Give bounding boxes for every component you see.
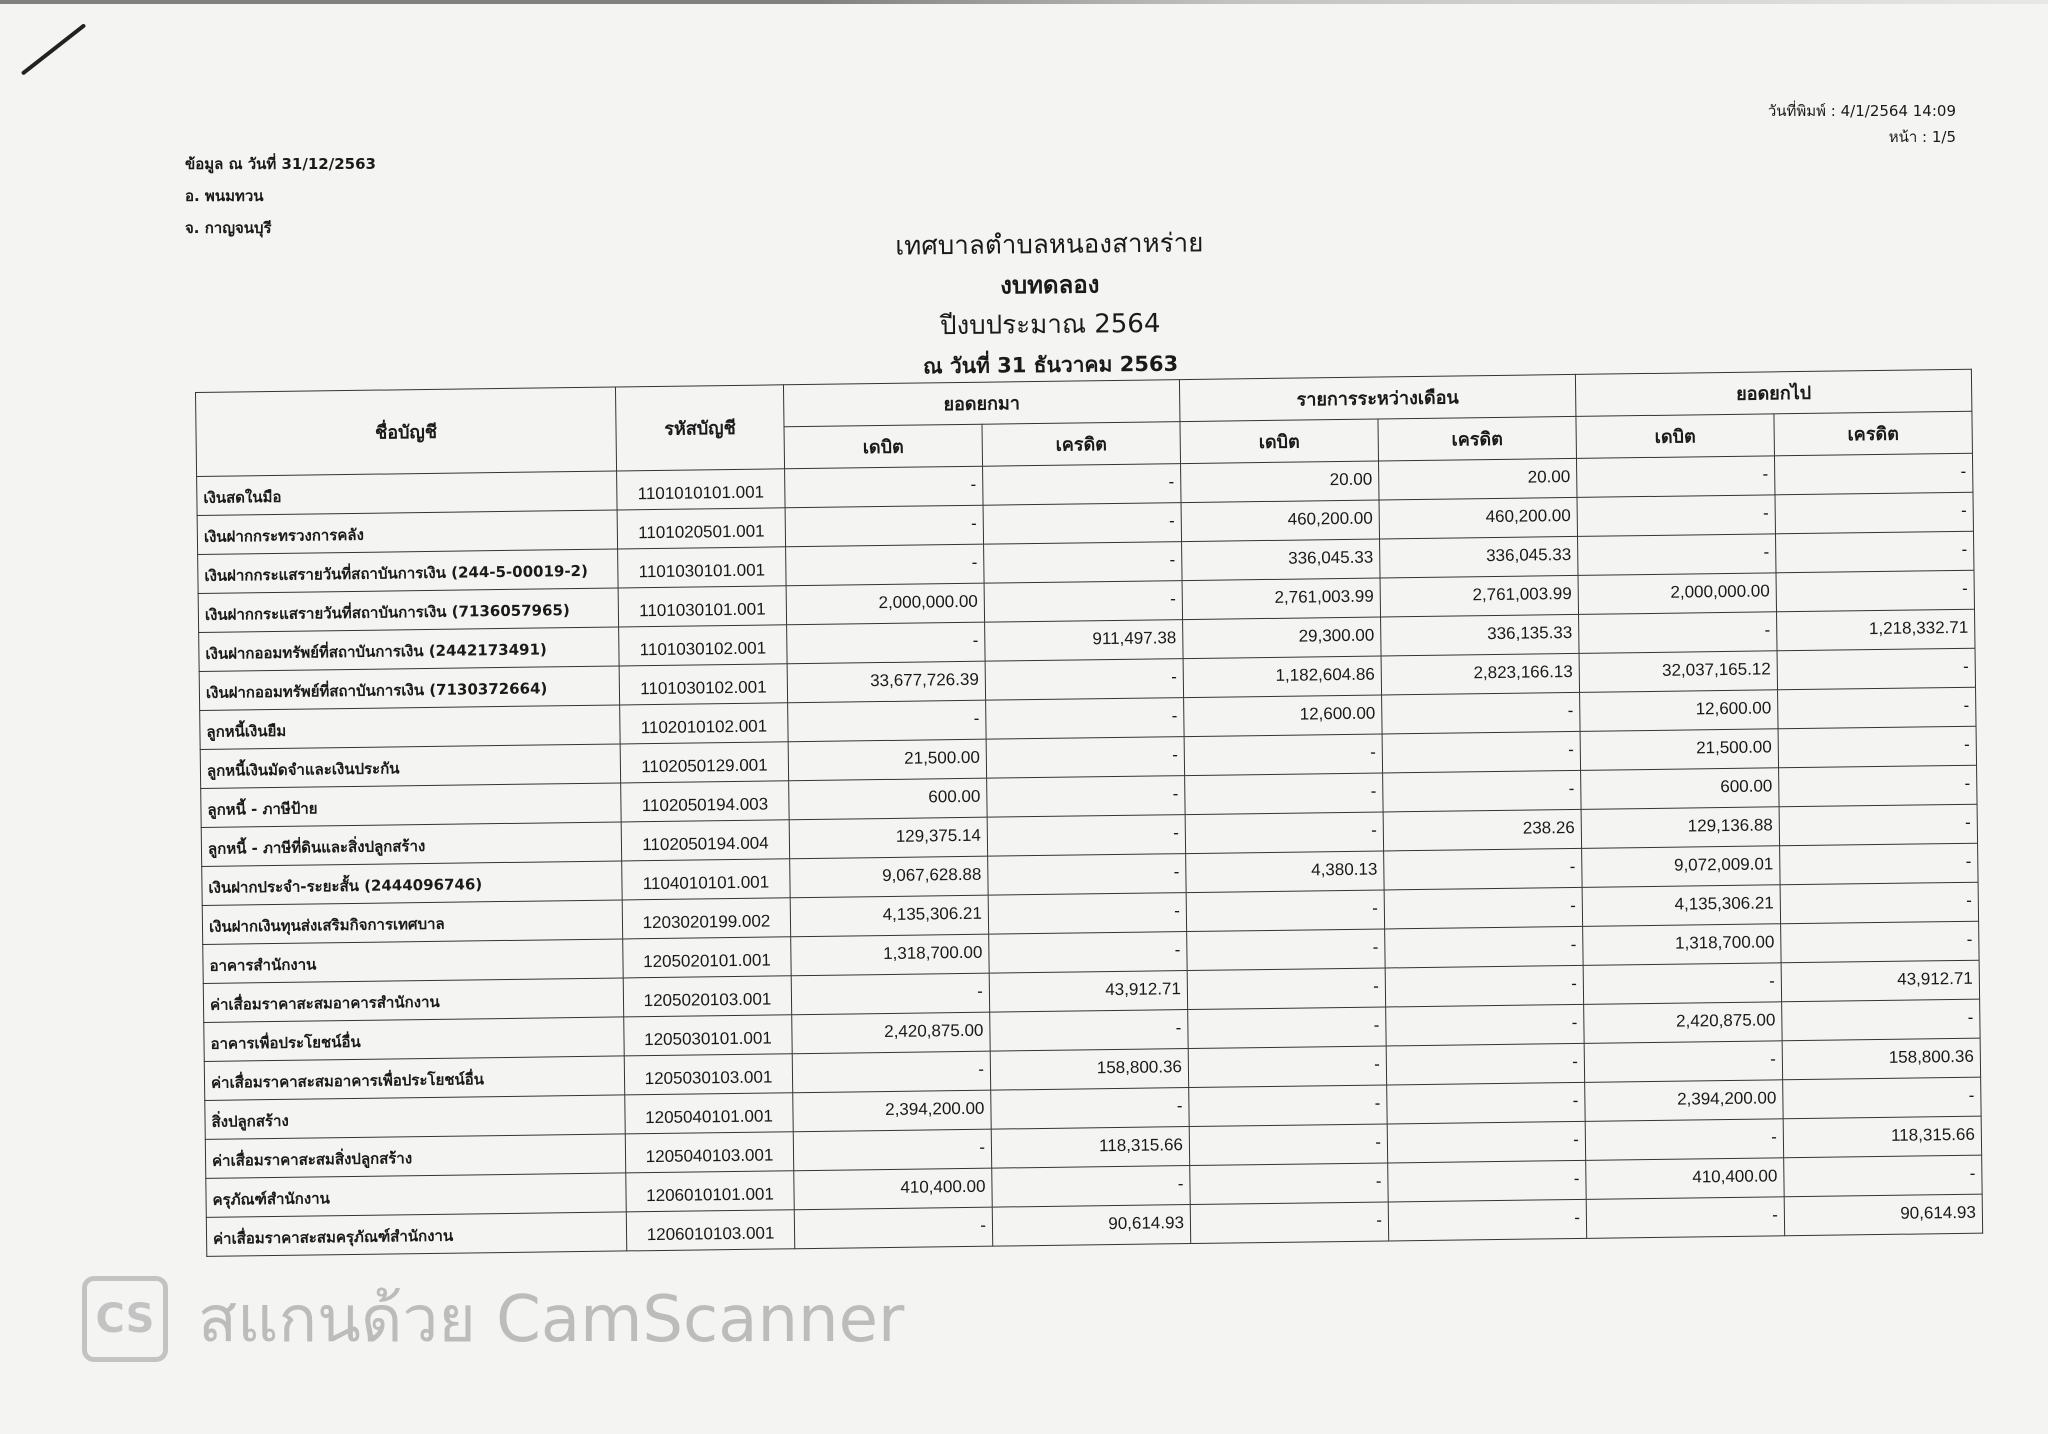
monthly-credit-cell: - <box>1387 1121 1585 1163</box>
monthly-debit-cell: - <box>1187 968 1385 1010</box>
watermark-text: สแกนด้วย CamScanner <box>198 1283 905 1357</box>
closing-credit-cell: - <box>1778 687 1976 729</box>
account-name-cell: เงินฝากกระแสรายวันที่สถาบันการเงิน (7136057965) <box>198 588 618 632</box>
account-code-cell: 1104010101.001 <box>622 859 790 900</box>
header-monthly-debit: เดบิต <box>1180 419 1379 464</box>
opening-debit-cell: 1,318,700.00 <box>791 934 989 976</box>
report-meta <box>185 148 376 244</box>
closing-debit-cell: - <box>1576 456 1774 498</box>
opening-credit-cell: 43,912.71 <box>989 971 1187 1013</box>
closing-credit-cell: - <box>1775 492 1973 534</box>
closing-credit-cell: - <box>1777 648 1975 690</box>
closing-credit-cell: 90,614.93 <box>1784 1194 1982 1236</box>
header-opening-debit: เดบิต <box>784 424 983 469</box>
monthly-credit-cell: 336,045.33 <box>1380 536 1578 578</box>
opening-debit-cell: 2,420,875.00 <box>792 1012 990 1054</box>
opening-debit-cell: - <box>794 1207 992 1249</box>
opening-credit-cell: - <box>988 854 1186 896</box>
monthly-credit-cell: - <box>1387 1082 1585 1124</box>
closing-debit-cell: 32,037,165.12 <box>1579 651 1777 693</box>
monthly-credit-cell: 2,761,003.99 <box>1380 575 1578 617</box>
closing-credit-cell: - <box>1784 1155 1982 1197</box>
account-code-cell: 1101030101.001 <box>618 547 786 588</box>
closing-debit-cell: 2,394,200.00 <box>1585 1080 1783 1122</box>
monthly-debit-cell: - <box>1189 1085 1387 1127</box>
opening-credit-cell: - <box>985 659 1183 701</box>
province: จ. กาญจนบุรี <box>185 219 272 237</box>
closing-credit-cell: - <box>1783 1077 1981 1119</box>
closing-debit-cell: 129,136.88 <box>1581 807 1779 849</box>
monthly-credit-cell: - <box>1388 1199 1586 1241</box>
monthly-debit-cell: - <box>1187 929 1385 971</box>
monthly-debit-cell: 1,182,604.86 <box>1183 656 1381 698</box>
trial-balance-sheet <box>195 369 1983 1257</box>
monthly-debit-cell: 460,200.00 <box>1181 500 1379 542</box>
fiscal-year: ปีงบประมาณ 2564 <box>939 308 1161 342</box>
monthly-credit-cell: - <box>1385 965 1583 1007</box>
account-name-cell: ค่าเสื่อมราคาสะสมอาคารเพื่อประโยชน์อื่น <box>204 1056 624 1100</box>
opening-debit-cell: - <box>792 1051 990 1093</box>
monthly-debit-cell: - <box>1188 1046 1386 1088</box>
account-code-cell: 1206010101.001 <box>626 1171 794 1212</box>
opening-credit-cell: 118,315.66 <box>991 1127 1189 1169</box>
opening-credit-cell: 911,497.38 <box>985 620 1183 662</box>
pen-mark <box>21 23 87 75</box>
account-name-cell: อาคารสำนักงาน <box>203 939 623 983</box>
monthly-debit-cell: - <box>1189 1124 1387 1166</box>
opening-debit-cell: 2,394,200.00 <box>793 1090 991 1132</box>
opening-debit-cell: 2,000,000.00 <box>786 583 984 625</box>
closing-debit-cell: 9,072,009.01 <box>1582 846 1780 888</box>
closing-credit-cell: - <box>1776 570 1974 612</box>
monthly-credit-cell: - <box>1384 887 1582 929</box>
closing-debit-cell: - <box>1584 1041 1782 1083</box>
opening-debit-cell: 4,135,306.21 <box>790 895 988 937</box>
trial-balance-table <box>195 369 1983 1257</box>
monthly-debit-cell: 336,045.33 <box>1182 539 1380 581</box>
opening-credit-cell: - <box>991 1088 1189 1130</box>
closing-debit-cell: - <box>1579 612 1777 654</box>
account-name-cell: อาคารเพื่อประโยชน์อื่น <box>204 1017 624 1061</box>
account-code-cell: 1205020103.001 <box>623 976 791 1017</box>
header-monthly-transactions: รายการระหว่างเดือน <box>1179 374 1576 421</box>
opening-credit-cell: - <box>990 1010 1188 1052</box>
monthly-credit-cell: - <box>1382 692 1580 734</box>
monthly-credit-cell: - <box>1383 770 1581 812</box>
header-monthly-credit: เครดิต <box>1378 416 1577 461</box>
opening-debit-cell: - <box>785 505 983 547</box>
document-title: งบทดลอง <box>1000 270 1100 300</box>
opening-credit-cell: - <box>988 893 1186 935</box>
closing-credit-cell: 43,912.71 <box>1781 960 1979 1002</box>
opening-credit-cell: 90,614.93 <box>992 1205 1190 1247</box>
monthly-debit-cell: - <box>1190 1202 1388 1244</box>
opening-credit-cell: - <box>983 464 1181 506</box>
print-date: วันที่พิมพ์ : 4/1/2564 14:09 <box>1767 102 1956 120</box>
opening-debit-cell: 33,677,726.39 <box>787 661 985 703</box>
opening-credit-cell: 158,800.36 <box>990 1049 1188 1091</box>
header-account-name: ชื่อบัญชี <box>196 387 617 476</box>
opening-credit-cell: - <box>984 542 1182 584</box>
account-name-cell: เงินฝากออมทรัพย์ที่สถาบันการเงิน (7130372664) <box>199 666 619 710</box>
closing-credit-cell: - <box>1778 726 1976 768</box>
closing-debit-cell: - <box>1577 495 1775 537</box>
closing-credit-cell: 158,800.36 <box>1782 1038 1980 1080</box>
monthly-credit-cell: 336,135.33 <box>1381 614 1579 656</box>
account-code-cell: 1205040101.001 <box>625 1093 793 1134</box>
monthly-credit-cell: - <box>1386 1004 1584 1046</box>
monthly-credit-cell: - <box>1382 731 1580 773</box>
monthly-debit-cell: 4,380.13 <box>1186 851 1384 893</box>
opening-credit-cell: - <box>986 698 1184 740</box>
account-code-cell: 1101020501.001 <box>617 508 785 549</box>
account-name-cell: ลูกหนี้ - ภาษีที่ดินและสิ่งปลูกสร้าง <box>201 822 621 866</box>
account-name-cell: เงินสดในมือ <box>197 471 617 515</box>
account-code-cell: 1101030102.001 <box>619 625 787 666</box>
closing-credit-cell: - <box>1774 453 1972 495</box>
account-code-cell: 1205040103.001 <box>625 1132 793 1173</box>
monthly-debit-cell: 2,761,003.99 <box>1182 578 1380 620</box>
header-account-code: รหัสบัญชี <box>615 385 784 471</box>
monthly-credit-cell: 20.00 <box>1379 458 1577 500</box>
account-code-cell: 1102010102.001 <box>620 703 788 744</box>
opening-credit-cell: - <box>992 1166 1190 1208</box>
report-title <box>779 222 1321 388</box>
monthly-credit-cell: 460,200.00 <box>1379 497 1577 539</box>
closing-debit-cell: 600.00 <box>1581 768 1779 810</box>
monthly-credit-cell: - <box>1385 926 1583 968</box>
opening-debit-cell: - <box>791 973 989 1015</box>
monthly-credit-cell: 2,823,166.13 <box>1381 653 1579 695</box>
closing-credit-cell: - <box>1780 843 1978 885</box>
opening-debit-cell: - <box>787 622 985 664</box>
account-name-cell: เงินฝากประจำ-ระยะสั้น (2444096746) <box>202 861 622 905</box>
closing-credit-cell: 118,315.66 <box>1783 1116 1981 1158</box>
data-as-of: ข้อมูล ณ วันที่ 31/12/2563 <box>185 155 376 173</box>
account-name-cell: ครุภัณฑ์สำนักงาน <box>206 1173 626 1217</box>
header-closing-balance: ยอดยกไป <box>1575 369 1972 416</box>
account-code-cell: 1102050129.001 <box>620 742 788 783</box>
closing-debit-cell: 2,420,875.00 <box>1584 1002 1782 1044</box>
opening-credit-cell: - <box>984 581 1182 623</box>
closing-credit-cell: - <box>1779 765 1977 807</box>
opening-credit-cell: - <box>987 776 1185 818</box>
account-code-cell: 1205030101.001 <box>624 1015 792 1056</box>
account-name-cell: เงินฝากกระทรวงการคลัง <box>197 510 617 554</box>
closing-credit-cell: - <box>1780 882 1978 924</box>
account-name-cell: เงินฝากเงินทุนส่งเสริมกิจการเทศบาล <box>202 900 622 944</box>
opening-debit-cell: - <box>788 700 986 742</box>
district: อ. พนมทวน <box>185 187 264 205</box>
page-number: หน้า : 1/5 <box>1888 128 1956 146</box>
closing-debit-cell: - <box>1583 963 1781 1005</box>
closing-credit-cell: - <box>1775 531 1973 573</box>
monthly-credit-cell: - <box>1384 848 1582 890</box>
closing-debit-cell: - <box>1586 1197 1784 1239</box>
closing-credit-cell: - <box>1781 921 1979 963</box>
opening-debit-cell: 9,067,628.88 <box>790 856 988 898</box>
account-name-cell: เงินฝากออมทรัพย์ที่สถาบันการเงิน (2442173491) <box>199 627 619 671</box>
camscanner-watermark <box>82 1268 904 1370</box>
header-closing-debit: เดบิต <box>1576 414 1775 459</box>
account-code-cell: 1101030102.001 <box>619 664 787 705</box>
print-info <box>1768 98 1956 150</box>
monthly-debit-cell: 20.00 <box>1181 461 1379 503</box>
opening-debit-cell: 129,375.14 <box>789 817 987 859</box>
account-name-cell: ลูกหนี้ - ภาษีป้าย <box>201 783 621 827</box>
scan-edge-shadow <box>0 0 2048 4</box>
closing-debit-cell: 2,000,000.00 <box>1578 573 1776 615</box>
header-opening-credit: เครดิต <box>982 422 1181 467</box>
account-code-cell: 1102050194.003 <box>621 781 789 822</box>
monthly-debit-cell: - <box>1185 812 1383 854</box>
account-code-cell: 1101010101.001 <box>617 469 785 510</box>
monthly-debit-cell: - <box>1184 734 1382 776</box>
closing-credit-cell: - <box>1782 999 1980 1041</box>
monthly-debit-cell: 29,300.00 <box>1183 617 1381 659</box>
closing-debit-cell: 21,500.00 <box>1580 729 1778 771</box>
opening-debit-cell: - <box>793 1129 991 1171</box>
account-code-cell: 1205030103.001 <box>624 1054 792 1095</box>
account-name-cell: เงินฝากกระแสรายวันที่สถาบันการเงิน (244-5-00019-2) <box>198 549 618 593</box>
account-name-cell: ค่าเสื่อมราคาสะสมครุภัณฑ์สำนักงาน <box>206 1212 626 1256</box>
closing-debit-cell: - <box>1578 534 1776 576</box>
monthly-debit-cell: - <box>1186 890 1384 932</box>
account-name-cell: ลูกหนี้เงินยืม <box>200 705 620 749</box>
closing-debit-cell: 4,135,306.21 <box>1582 885 1780 927</box>
opening-debit-cell: 410,400.00 <box>794 1168 992 1210</box>
account-code-cell: 1102050194.004 <box>621 820 789 861</box>
opening-debit-cell: - <box>785 466 983 508</box>
as-of-date: ณ วันที่ 31 ธันวาคม 2563 <box>922 351 1179 379</box>
closing-credit-cell: 1,218,332.71 <box>1777 609 1975 651</box>
account-name-cell: สิ่งปลูกสร้าง <box>205 1095 625 1139</box>
account-code-cell: 1206010103.001 <box>626 1210 794 1251</box>
closing-debit-cell: 12,600.00 <box>1580 690 1778 732</box>
monthly-debit-cell: 12,600.00 <box>1184 695 1382 737</box>
monthly-credit-cell: - <box>1388 1160 1586 1202</box>
account-code-cell: 1101030101.001 <box>618 586 786 627</box>
opening-credit-cell: - <box>989 932 1187 974</box>
closing-debit-cell: 410,400.00 <box>1586 1158 1784 1200</box>
account-name-cell: ลูกหนี้เงินมัดจำและเงินประกัน <box>200 744 620 788</box>
account-code-cell: 1205020101.001 <box>623 937 791 978</box>
header-closing-credit: เครดิต <box>1774 411 1973 456</box>
monthly-credit-cell: - <box>1386 1043 1584 1085</box>
monthly-debit-cell: - <box>1190 1163 1388 1205</box>
organization-name: เทศบาลตำบลหนองสาหร่าย <box>895 228 1204 262</box>
opening-credit-cell: - <box>987 815 1185 857</box>
monthly-debit-cell: - <box>1188 1007 1386 1049</box>
monthly-credit-cell: 238.26 <box>1383 809 1581 851</box>
account-code-cell: 1203020199.002 <box>622 898 790 939</box>
opening-debit-cell: - <box>786 544 984 586</box>
monthly-debit-cell: - <box>1185 773 1383 815</box>
opening-debit-cell: 600.00 <box>789 778 987 820</box>
closing-credit-cell: - <box>1779 804 1977 846</box>
header-opening-balance: ยอดยกมา <box>783 380 1180 427</box>
opening-credit-cell: - <box>983 503 1181 545</box>
account-name-cell: ค่าเสื่อมราคาสะสมอาคารสำนักงาน <box>203 978 623 1022</box>
closing-debit-cell: 1,318,700.00 <box>1583 924 1781 966</box>
opening-debit-cell: 21,500.00 <box>788 739 986 781</box>
opening-credit-cell: - <box>986 737 1184 779</box>
camscanner-logo-icon: CS <box>82 1276 168 1362</box>
closing-debit-cell: - <box>1585 1119 1783 1161</box>
table-body <box>197 453 1983 1256</box>
account-name-cell: ค่าเสื่อมราคาสะสมสิ่งปลูกสร้าง <box>205 1134 625 1178</box>
